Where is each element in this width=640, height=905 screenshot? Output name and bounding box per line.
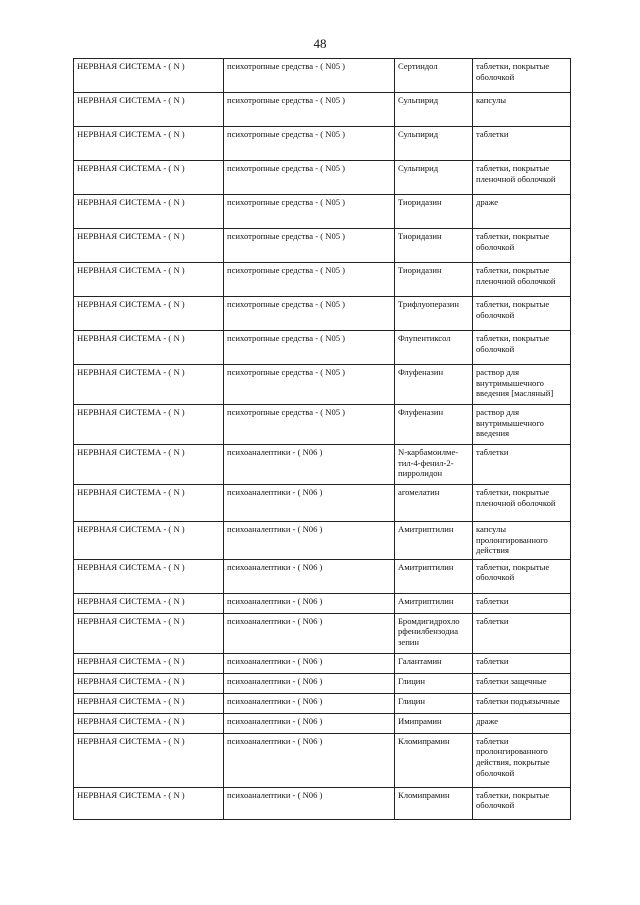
cell-group: психоаналептики - ( N06 ): [224, 593, 395, 613]
cell-system: НЕРВНАЯ СИСТЕМА - ( N ): [74, 693, 224, 713]
cell-name: Сертиндол: [395, 59, 473, 93]
table-row: [74, 613, 571, 653]
cell-system: НЕРВНАЯ СИСТЕМА - ( N ): [74, 673, 224, 693]
cell-system: НЕРВНАЯ СИСТЕМА - ( N ): [74, 593, 224, 613]
cell-system: НЕРВНАЯ СИСТЕМА - ( N ): [74, 161, 224, 195]
cell-form: капсулы пролонгированного действия: [473, 522, 571, 560]
cell-form: драже: [473, 713, 571, 733]
cell-form: таблетки защечные: [473, 673, 571, 693]
cell-system: НЕРВНАЯ СИСТЕМА - ( N ): [74, 613, 224, 653]
cell-name: Сульпирид: [395, 161, 473, 195]
table-row: [74, 445, 571, 485]
cell-form: таблетки: [473, 127, 571, 161]
cell-name: Галантамин: [395, 653, 473, 673]
cell-group: психоаналептики - ( N06 ): [224, 693, 395, 713]
cell-name: Имипрамин: [395, 713, 473, 733]
table-row: [74, 297, 571, 331]
cell-system: НЕРВНАЯ СИСТЕМА - ( N ): [74, 229, 224, 263]
cell-group: психотропные средства - ( N05 ): [224, 195, 395, 229]
cell-group: психотропные средства - ( N05 ): [224, 229, 395, 263]
cell-name: Амитриптилин: [395, 522, 473, 560]
table-row: [74, 365, 571, 405]
cell-system: НЕРВНАЯ СИСТЕМА - ( N ): [74, 405, 224, 445]
cell-group: психоаналептики - ( N06 ): [224, 522, 395, 560]
cell-group: психотропные средства - ( N05 ): [224, 331, 395, 365]
table-body: [74, 59, 571, 820]
table-row: [74, 127, 571, 161]
cell-name: Тиоридазин: [395, 263, 473, 297]
cell-system: НЕРВНАЯ СИСТЕМА - ( N ): [74, 653, 224, 673]
cell-name: Кломипрамин: [395, 787, 473, 819]
cell-form: таблетки подъязычные: [473, 693, 571, 713]
cell-system: НЕРВНАЯ СИСТЕМА - ( N ): [74, 733, 224, 787]
cell-form: таблетки, покрытые пленочной оболочкой: [473, 161, 571, 195]
cell-group: психотропные средства - ( N05 ): [224, 161, 395, 195]
table-row: [74, 229, 571, 263]
table-row: [74, 522, 571, 560]
cell-form: таблетки, покрытые оболочкой: [473, 787, 571, 819]
cell-name: Кломипрамин: [395, 733, 473, 787]
table-row: [74, 693, 571, 713]
cell-group: психотропные средства - ( N05 ): [224, 93, 395, 127]
cell-group: психоаналептики - ( N06 ): [224, 787, 395, 819]
cell-group: психоаналептики - ( N06 ): [224, 673, 395, 693]
table-row: [74, 653, 571, 673]
cell-name: Бромдигидрохло рфенилбензодиа зепин: [395, 613, 473, 653]
cell-group: психотропные средства - ( N05 ): [224, 263, 395, 297]
cell-form: таблетки, покрытые оболочкой: [473, 229, 571, 263]
table-row: [74, 161, 571, 195]
table-row: [74, 59, 571, 93]
cell-form: таблетки: [473, 653, 571, 673]
cell-form: таблетки: [473, 593, 571, 613]
cell-form: драже: [473, 195, 571, 229]
cell-form: раствор для внутримышечного введения: [473, 405, 571, 445]
cell-name: Флупентиксол: [395, 331, 473, 365]
cell-name: агомелатин: [395, 485, 473, 522]
table-row: [74, 331, 571, 365]
cell-system: НЕРВНАЯ СИСТЕМА - ( N ): [74, 787, 224, 819]
cell-system: НЕРВНАЯ СИСТЕМА - ( N ): [74, 93, 224, 127]
table-row: [74, 673, 571, 693]
cell-group: психоаналептики - ( N06 ): [224, 485, 395, 522]
cell-name: Трифлуоперазин: [395, 297, 473, 331]
table-row: [74, 787, 571, 819]
cell-group: психоаналептики - ( N06 ): [224, 653, 395, 673]
cell-group: психотропные средства - ( N05 ): [224, 127, 395, 161]
cell-group: психоаналептики - ( N06 ): [224, 613, 395, 653]
cell-system: НЕРВНАЯ СИСТЕМА - ( N ): [74, 522, 224, 560]
cell-system: НЕРВНАЯ СИСТЕМА - ( N ): [74, 297, 224, 331]
cell-form: таблетки, покрытые пленочной оболочкой: [473, 263, 571, 297]
cell-name: N-карбамоилме- тил-4-фенил-2- пирролидон: [395, 445, 473, 485]
table-row: [74, 195, 571, 229]
table-row: [74, 733, 571, 787]
cell-form: таблетки: [473, 445, 571, 485]
cell-system: НЕРВНАЯ СИСТЕМА - ( N ): [74, 195, 224, 229]
cell-group: психотропные средства - ( N05 ): [224, 59, 395, 93]
table-row: [74, 485, 571, 522]
cell-name: Тиоридазин: [395, 229, 473, 263]
cell-name: Глицин: [395, 673, 473, 693]
cell-name: Сульпирид: [395, 93, 473, 127]
cell-form: таблетки, покрытые оболочкой: [473, 297, 571, 331]
cell-group: психоаналептики - ( N06 ): [224, 733, 395, 787]
cell-group: психотропные средства - ( N05 ): [224, 297, 395, 331]
cell-name: Флуфеназин: [395, 365, 473, 405]
cell-name: Флуфеназин: [395, 405, 473, 445]
cell-form: раствор для внутримышечного введения [масляный]: [473, 365, 571, 405]
cell-group: психоаналептики - ( N06 ): [224, 445, 395, 485]
cell-system: НЕРВНАЯ СИСТЕМА - ( N ): [74, 713, 224, 733]
cell-form: таблетки, покрытые оболочкой: [473, 559, 571, 593]
cell-name: Амитриптилин: [395, 559, 473, 593]
table-row: [74, 593, 571, 613]
cell-name: Глицин: [395, 693, 473, 713]
cell-form: таблетки, покрытые оболочкой: [473, 331, 571, 365]
cell-system: НЕРВНАЯ СИСТЕМА - ( N ): [74, 127, 224, 161]
page-number: 48: [313, 36, 327, 51]
table-row: [74, 559, 571, 593]
cell-group: психотропные средства - ( N05 ): [224, 365, 395, 405]
table-row: [74, 93, 571, 127]
table-row: [74, 405, 571, 445]
cell-name: Тиоридазин: [395, 195, 473, 229]
cell-system: НЕРВНАЯ СИСТЕМА - ( N ): [74, 263, 224, 297]
cell-system: НЕРВНАЯ СИСТЕМА - ( N ): [74, 331, 224, 365]
cell-system: НЕРВНАЯ СИСТЕМА - ( N ): [74, 559, 224, 593]
cell-form: таблетки, покрытые пленочной оболочкой: [473, 485, 571, 522]
cell-name: Сульпирид: [395, 127, 473, 161]
cell-form: таблетки пролонгированного действия, покрытые оболочкой: [473, 733, 571, 787]
cell-group: психотропные средства - ( N05 ): [224, 405, 395, 445]
cell-system: НЕРВНАЯ СИСТЕМА - ( N ): [74, 365, 224, 405]
cell-system: НЕРВНАЯ СИСТЕМА - ( N ): [74, 485, 224, 522]
cell-name: Амитриптилин: [395, 593, 473, 613]
table-row: [74, 713, 571, 733]
cell-system: НЕРВНАЯ СИСТЕМА - ( N ): [74, 445, 224, 485]
drug-table: [73, 58, 571, 820]
cell-group: психоаналептики - ( N06 ): [224, 559, 395, 593]
table-row: [74, 263, 571, 297]
cell-form: капсулы: [473, 93, 571, 127]
cell-form: таблетки, покрытые оболочкой: [473, 59, 571, 93]
cell-group: психоаналептики - ( N06 ): [224, 713, 395, 733]
cell-form: таблетки: [473, 613, 571, 653]
cell-system: НЕРВНАЯ СИСТЕМА - ( N ): [74, 59, 224, 93]
